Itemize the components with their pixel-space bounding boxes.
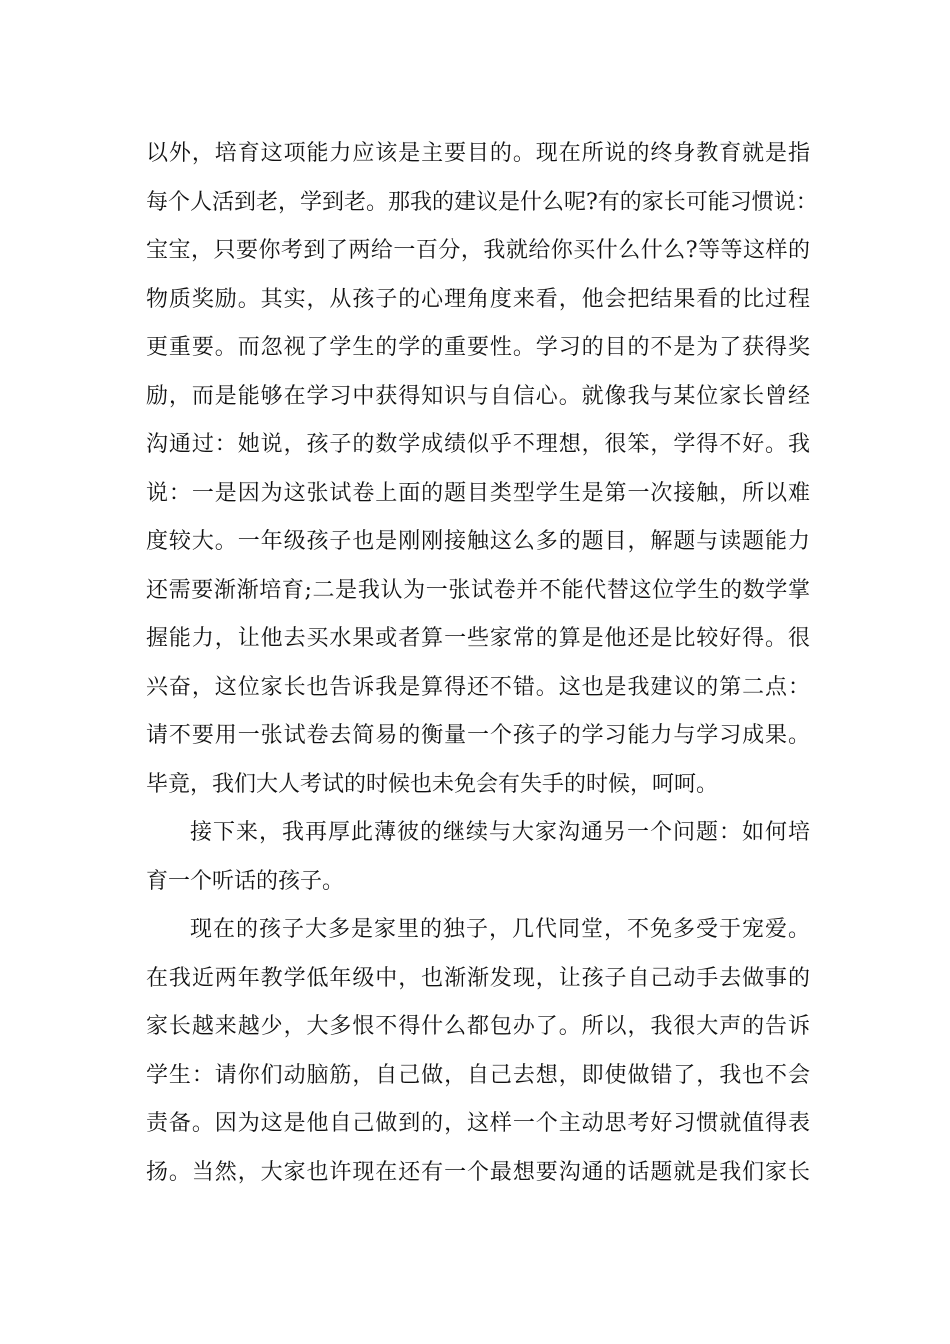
text-line: 兴奋，这位家长也告诉我是算得还不错。这也是我建议的第二点： <box>146 674 810 700</box>
document-body <box>146 130 818 1197</box>
text-line: 学生：请你们动脑筋，自己做，自己去想，即使做错了，我也不会 <box>146 1062 810 1088</box>
text-line: 握能力，让他去买水果或者算一些家常的算是他还是比较好得。很 <box>146 626 810 651</box>
text-line: 说：一是因为这张试卷上面的题目类型学生是第一次接触，所以难 <box>146 480 810 506</box>
paragraph <box>146 809 810 906</box>
text-line: 以外，培育这项能力应该是主要目的。现在所说的终身教育就是指 <box>146 141 810 166</box>
text-line: 在我近两年教学低年级中，也渐渐发现，让孩子自己动手去做事的 <box>146 965 810 991</box>
text-line: 育一个听话的孩子。 <box>146 868 345 894</box>
text-line: 更重要。而忽视了学生的学的重要性。学习的目的不是为了获得奖 <box>146 335 810 360</box>
text-line: 家长越来越少，大多恨不得什么都包办了。所以，我很大声的告诉 <box>146 1014 810 1039</box>
text-line: 励，而是能够在学习中获得知识与自信心。就像我与某位家长曾经 <box>146 383 810 409</box>
paragraph <box>146 130 818 809</box>
text-line: 每个人活到老，学到老。那我的建议是什么呢?有的家长可能习惯说： <box>146 189 818 215</box>
text-line: 扬。当然，大家也许现在还有一个最想要沟通的话题就是我们家长 <box>146 1159 810 1185</box>
text-line: 物质奖励。其实，从孩子的心理角度来看，他会把结果看的比过程 <box>146 286 810 312</box>
text-line: 责备。因为这是他自己做到的，这样一个主动思考好习惯就值得表 <box>146 1111 810 1136</box>
text-line: 接下来，我再厚此薄彼的继续与大家沟通另一个问题：如何培 <box>190 820 810 845</box>
text-line: 还需要渐渐培育;二是我认为一张试卷并不能代替这位学生的数学掌 <box>146 577 810 603</box>
paragraph <box>146 906 810 1197</box>
text-line: 毕竟，我们大人考试的时候也未免会有失手的时候，呵呵。 <box>146 771 719 797</box>
text-line: 度较大。一年级孩子也是刚刚接触这么多的题目，解题与读题能力 <box>146 529 810 554</box>
text-line: 现在的孩子大多是家里的独子，几代同堂，不免多受于宠爱。 <box>190 917 810 942</box>
text-line: 请不要用一张试卷去简易的衡量一个孩子的学习能力与学习成果。 <box>146 723 810 748</box>
text-line: 沟通过：她说，孩子的数学成绩似乎不理想，很笨，学得不好。我 <box>146 432 810 457</box>
text-line: 宝宝，只要你考到了两给一百分，我就给你买什么什么?等等这样的 <box>146 238 810 263</box>
